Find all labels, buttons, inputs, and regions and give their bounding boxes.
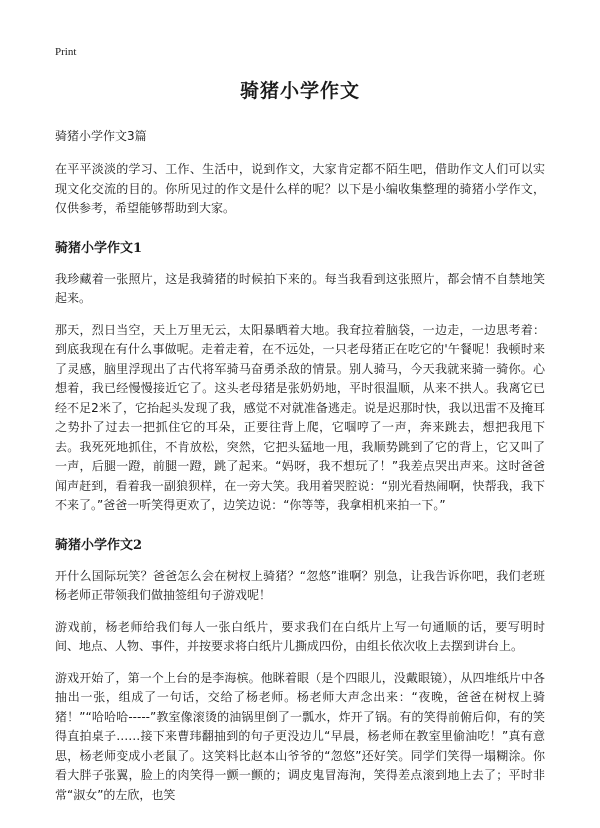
section-paragraph: 那天，烈日当空，天上万里无云，太阳暴晒着大地。我耷拉着脑袋，一边走，一边思考着：到底我现在有什么事做呢。走着走着，在不远处，一只老母猪正在吃它的'午餐呢！我顿时来了灵感，脑里浮现出了古代将军骑马奋勇杀敌的情景。别人骑马，今天我就来骑一骑你。心想着，我已经慢慢接近它了。这头老母猪是张奶奶地，平时很温顺，从来不拱人。我离它已经不足2米了，它抬起头发现了我，感觉不对就准备逃走。说是迟那时快，我以迅雷不及掩耳之势扑了过去一把抓住它的耳朵，正要往背上爬，它啯哼了一声，奔来跳去，想把我甩下去。我死死地抓住，不肯放松，突然，它把头猛地一甩，我顺势跳到了它的背上，它又叫了一声，后腿一蹬，前腿一蹬，跳了起来。“妈呀，我不想玩了！”我差点哭出声来。这时爸爸闻声赶到，看着我一副狼狈样，在一旁大笑。我用着哭腔说：“别光看热闹啊，快帮我，我下不来了。”爸爸一听笑得更欢了，边笑边说：“你等等，我拿相机来拍一下。” bbox=[55, 322, 545, 512]
section-paragraph: 我珍藏着一张照片，这是我骑猪的时候拍下来的。每当我看到这张照片，都会情不自禁地笑起来。 bbox=[55, 271, 545, 305]
section-heading: 骑猪小学作文1 bbox=[55, 240, 143, 256]
document-page bbox=[55, 76, 545, 817]
section-paragraph: 游戏开始了，第一个上台的是李海槟。他眯着眼（是个四眼儿，没戴眼镜），从四堆纸片中各抽出一张，组成了一句话，交给了杨老师。杨老师大声念出来：“夜晚，爸爸在树杈上骑猪！”“哈哈哈-----”教室像滚烫的油锅里倒了一瓢水，炸开了锅。有的笑得前俯后仰，有的笑得直拍桌子……接下来曹玮翻抽到的句子更没边儿“早晨，杨老师在教室里偷油吃！”真有意思，杨老师变成小老鼠了。这笑料比赵本山爷爷的“忽悠”还好笑。同学们笑得一塌糊涂。你看大胖子张翼，脸上的肉笑得一颤一颤的；调皮鬼冒海洵，笑得差点滚到地上去了；平时非常“淑女”的左欣，也笑 bbox=[55, 670, 545, 802]
section-heading: 骑猪小学作文2 bbox=[55, 537, 143, 553]
section-paragraph: 游戏前，杨老师给我们每人一张白纸片，要求我们在白纸片上写一句通顺的话，要写明时间、地点、人物、事件，并按要求将白纸片儿撕成四份，由组长依次收上去摆到讲台上。 bbox=[55, 619, 545, 653]
document-title: 骑猪小学作文 bbox=[239, 80, 360, 102]
intro-line: 骑猪小学作文3篇 bbox=[55, 129, 147, 143]
section-paragraph: 开什么国际玩笑？爸爸怎么会在树杈上骑猪？“忽悠”谁啊？别急，让我告诉你吧，我们老班杨老师正带领我们做抽签组句子游戏呢！ bbox=[55, 568, 545, 602]
print-link[interactable]: Print bbox=[55, 46, 77, 58]
intro-paragraph: 在平平淡淡的学习、工作、生活中，说到作文，大家肯定都不陌生吧，借助作文人们可以实现文化交流的目的。你所见过的作文是什么样的呢？以下是小编收集整理的骑猪小学作文，仅供参考，希望能够帮助到大家。 bbox=[55, 162, 545, 215]
